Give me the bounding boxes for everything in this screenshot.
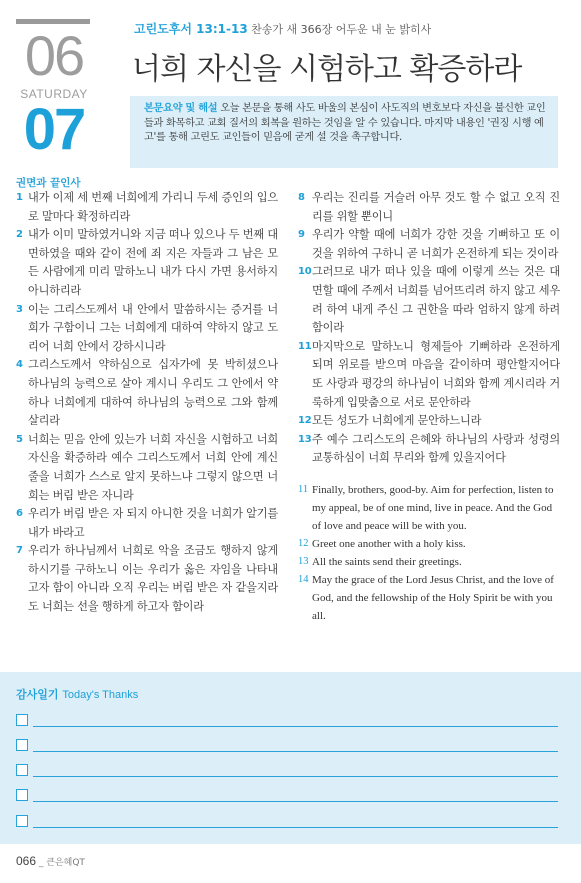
writing-line[interactable] xyxy=(33,726,558,727)
thanks-entry-row[interactable] xyxy=(16,714,558,728)
verse-text: May the grace of the Lord Jesus Christ, and the love of God, and the fellowship of the Holy Spirit be with you all. xyxy=(312,573,554,622)
verse-item xyxy=(298,263,560,337)
english-verse-item xyxy=(298,535,560,553)
verse-item xyxy=(16,431,278,505)
date-day: 07 xyxy=(23,97,85,162)
thanks-entry-row[interactable] xyxy=(16,764,558,778)
verse-number: 7 xyxy=(16,545,23,557)
verse-number: 4 xyxy=(16,359,23,371)
writing-line[interactable] xyxy=(33,751,558,752)
summary-box xyxy=(130,96,558,168)
page-title: 너희 자신을 시험하고 확증하라 xyxy=(132,52,522,87)
verse-text: 이는 그리스도께서 내 안에서 말씀하시는 증거를 너희가 구함이니 그는 너희에게 대하여 약하지 않고 도리어 너희 안에서 강하시니라 xyxy=(28,302,278,353)
verse-number: 5 xyxy=(16,433,23,445)
verse-number: 12 xyxy=(298,415,312,427)
verse-number: 11 xyxy=(298,340,312,352)
thanks-entry-row[interactable] xyxy=(16,789,558,803)
verse-text: 너희는 믿음 안에 있는가 너희 자신을 시험하고 너희 자신을 확증하라 예수 그리스도께서 너희 안에 계신 줄을 너희가 스스로 알지 못하느냐 그렇지 않으면 너희는 버림 받은 자니라 xyxy=(28,432,278,502)
verse-number: 3 xyxy=(16,303,23,315)
scripture-reference: 고린도후서 13:1-13 xyxy=(134,22,248,36)
thanks-entry-row[interactable] xyxy=(16,739,558,753)
section-title: 권면과 끝인사 xyxy=(16,177,81,189)
verse-number: 1 xyxy=(16,192,23,203)
english-verse-item xyxy=(298,481,560,535)
scripture-reference-line xyxy=(134,20,431,37)
verse-number: 6 xyxy=(16,508,23,520)
thanks-entry-row[interactable] xyxy=(16,815,558,829)
verse-item xyxy=(16,356,278,430)
verse-text: 내가 이미 말하였거니와 지금 떠나 있으나 두 번째 대면하였을 때와 같이 전에 죄 지은 자들과 그 남은 모든 사람에게 미리 말하노니 내가 다시 가면 용서하지 아니하리라 xyxy=(28,228,278,297)
verse-number: 14 xyxy=(298,573,309,585)
thanks-journal-panel xyxy=(0,672,581,844)
verse-number: 12 xyxy=(298,537,309,549)
verses-left-column xyxy=(16,189,278,617)
english-verses xyxy=(298,481,560,625)
checkbox[interactable] xyxy=(16,714,28,726)
verse-number: 11 xyxy=(298,483,309,495)
verse-text: 마지막으로 말하노니 형제들아 기뻐하라 온전하게 되며 위로를 받으며 마음을 같이하며 평안할지어다 또 사랑과 평강의 하나님이 너희와 함께 계시리라 거룩하게 입맞춤으로 서로 문안하라 xyxy=(312,339,560,409)
book-name: 큰은혜QT xyxy=(46,858,85,868)
summary-text: 오늘 본문을 통해 사도 바울의 본심이 사도직의 변호보다 자신을 불신한 교인들과 화목하고 교회 질서의 회복을 원하는 것임을 알 수 있습니다. 마지막 내용인 '권징 시행 예고'를 통해 고린도 교인들이 믿음에 굳게 설 것을 촉구합니다. xyxy=(144,103,546,144)
verse-number: 2 xyxy=(16,229,23,241)
verse-number: 10 xyxy=(298,266,312,278)
summary-label: 본문요약 및 해설 xyxy=(144,103,218,114)
verse-text: 우리가 약할 때에 너희가 강한 것을 기뻐하고 또 이것을 위하여 구하니 곧 너희가 온전하게 되는 것이라 xyxy=(312,228,560,260)
date-weekday: SATURDAY xyxy=(20,87,88,101)
verse-text: Finally, brothers, good-by. Aim for perfection, listen to my appeal, be of one mind, live in peace. And the God of love and peace will be with you. xyxy=(312,483,554,532)
verse-item xyxy=(16,505,278,542)
verse-item xyxy=(298,189,560,226)
hymn-info: 찬송가 새 366장 어두운 내 눈 밝히사 xyxy=(251,23,432,36)
checkbox[interactable] xyxy=(16,764,28,776)
writing-line[interactable] xyxy=(33,801,558,802)
verse-number: 13 xyxy=(298,433,312,445)
verse-text: 우리는 진리를 거슬러 아무 것도 할 수 없고 오직 진리를 위할 뿐이니 xyxy=(312,191,560,223)
english-verse-item xyxy=(298,571,560,625)
thanks-title-ko: 감사일기 xyxy=(16,688,59,701)
checkbox[interactable] xyxy=(16,739,28,751)
page-number: 066 xyxy=(16,854,37,868)
verse-text: 그러므로 내가 떠나 있을 때에 이렇게 쓰는 것은 대면할 때에 주께서 너희를 넘어뜨리려 하지 않고 세우려 하여 내게 주신 그 권한을 따라 엄하지 않게 하려 함이라 xyxy=(312,265,560,335)
verse-number: 9 xyxy=(298,229,305,241)
verse-item xyxy=(298,431,560,468)
english-verse-item xyxy=(298,553,560,571)
verse-text: All the saints send their greetings. xyxy=(312,555,462,568)
checkbox[interactable] xyxy=(16,789,28,801)
verse-item xyxy=(16,542,278,616)
verse-item xyxy=(298,226,560,263)
verse-text: Greet one another with a holy kiss. xyxy=(312,537,466,550)
thanks-title xyxy=(16,686,138,702)
verse-number: 13 xyxy=(298,555,309,567)
verse-item xyxy=(16,226,278,300)
verse-item xyxy=(298,412,560,431)
verse-number: 8 xyxy=(298,192,305,203)
verses-right-column xyxy=(298,189,560,625)
verse-text: 그리스도께서 약하심으로 십자가에 못 박히셨으나 하나님의 능력으로 살아 계시니 우리도 그 안에서 약하나 너희에게 대하여 하나님의 능력으로 그와 함께 살리라 xyxy=(28,358,278,428)
page-footer: 066 _ 큰은혜QT xyxy=(16,854,85,868)
verse-text: 모든 성도가 너희에게 문안하느니라 xyxy=(312,414,482,428)
checkbox[interactable] xyxy=(16,815,28,827)
verse-text: 우리가 버림 받은 자 되지 아니한 것을 너희가 알기를 내가 바라고 xyxy=(28,507,278,539)
thanks-title-en: Today's Thanks xyxy=(62,689,139,701)
verse-text: 내가 이제 세 번째 너희에게 가리니 두세 증인의 입으로 말마다 확정하리라 xyxy=(28,191,278,223)
verse-text: 주 예수 그리스도의 은혜와 하나님의 사랑과 성령의 교통하심이 너희 무리와 함께 있을지어다 xyxy=(312,432,560,465)
writing-line[interactable] xyxy=(33,776,558,777)
verse-item xyxy=(16,301,278,357)
writing-line[interactable] xyxy=(33,827,558,828)
date-month: 06 xyxy=(24,24,84,87)
verse-text: 우리가 하나님께서 너희로 악을 조금도 행하지 않게 하시기를 구하노니 이는 우리가 옳은 자임을 나타내고자 함이 아니라 오직 우리는 버림 받은 자 같을지라도 너희는 선을 행하게 하고자 함이라 xyxy=(28,544,278,614)
verse-item xyxy=(16,189,278,226)
verse-item xyxy=(298,338,560,412)
